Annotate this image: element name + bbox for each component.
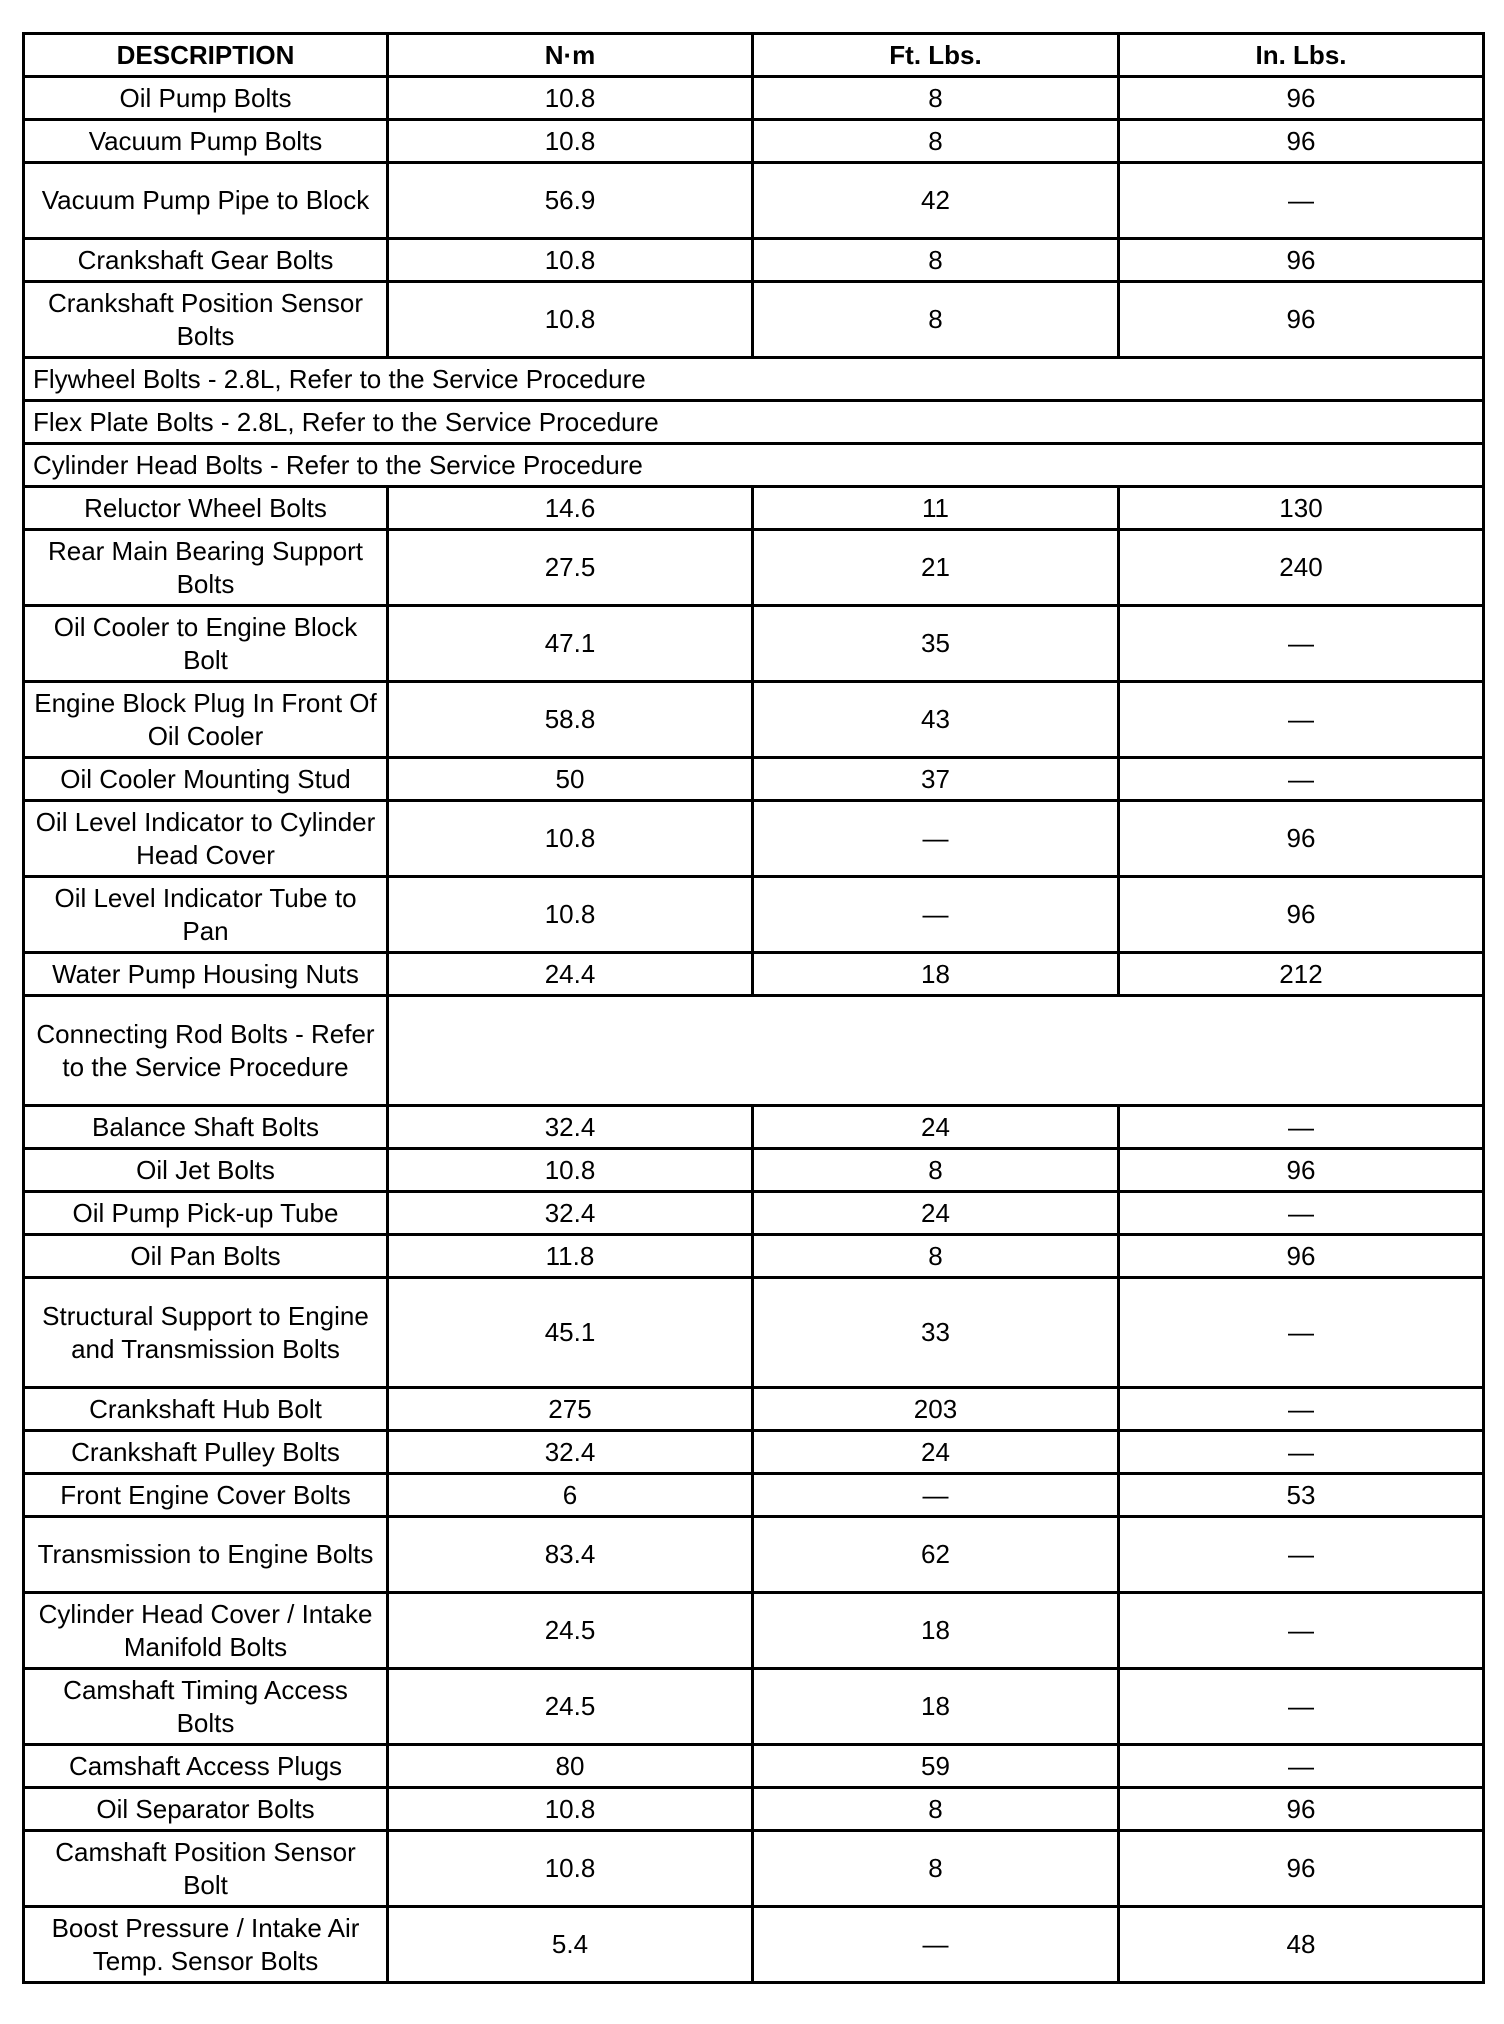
cell-in-lbs: — bbox=[1119, 1106, 1484, 1149]
cell-in-lbs: — bbox=[1119, 1388, 1484, 1431]
cell-ft-lbs: 8 bbox=[753, 1149, 1119, 1192]
cell-description: Crankshaft Hub Bolt bbox=[24, 1388, 388, 1431]
table-row bbox=[24, 953, 1484, 996]
cell-nm: 83.4 bbox=[388, 1517, 753, 1593]
table-row bbox=[24, 530, 1484, 606]
cell-in-lbs: 53 bbox=[1119, 1474, 1484, 1517]
table-row bbox=[24, 758, 1484, 801]
cell-in-lbs: 96 bbox=[1119, 1831, 1484, 1907]
cell-description: Transmission to Engine Bolts bbox=[24, 1517, 388, 1593]
table-row bbox=[24, 358, 1484, 401]
cell-description: Crankshaft Position Sensor Bolts bbox=[24, 282, 388, 358]
cell-nm: 24.5 bbox=[388, 1669, 753, 1745]
cell-ft-lbs: 33 bbox=[753, 1278, 1119, 1388]
cell-description: Camshaft Access Plugs bbox=[24, 1745, 388, 1788]
table-row bbox=[24, 1745, 1484, 1788]
torque-specifications-table bbox=[22, 32, 1485, 1984]
cell-empty-span bbox=[388, 996, 1484, 1106]
cell-nm: 14.6 bbox=[388, 487, 753, 530]
table-row bbox=[24, 996, 1484, 1106]
cell-nm: 10.8 bbox=[388, 1788, 753, 1831]
cell-description: Vacuum Pump Pipe to Block bbox=[24, 163, 388, 239]
table-row bbox=[24, 77, 1484, 120]
cell-ft-lbs: 8 bbox=[753, 282, 1119, 358]
cell-in-lbs: 96 bbox=[1119, 120, 1484, 163]
cell-in-lbs: — bbox=[1119, 682, 1484, 758]
cell-ft-lbs: 8 bbox=[753, 120, 1119, 163]
cell-ft-lbs: 24 bbox=[753, 1192, 1119, 1235]
cell-description: Oil Jet Bolts bbox=[24, 1149, 388, 1192]
cell-description: Crankshaft Pulley Bolts bbox=[24, 1431, 388, 1474]
cell-description: Water Pump Housing Nuts bbox=[24, 953, 388, 996]
cell-in-lbs: 96 bbox=[1119, 801, 1484, 877]
cell-in-lbs: 240 bbox=[1119, 530, 1484, 606]
cell-ft-lbs: 18 bbox=[753, 1669, 1119, 1745]
cell-nm: 11.8 bbox=[388, 1235, 753, 1278]
header-in-lbs: In. Lbs. bbox=[1119, 34, 1484, 77]
cell-in-lbs: 130 bbox=[1119, 487, 1484, 530]
cell-nm: 24.5 bbox=[388, 1593, 753, 1669]
cell-nm: 45.1 bbox=[388, 1278, 753, 1388]
table-row bbox=[24, 163, 1484, 239]
header-description: DESCRIPTION bbox=[24, 34, 388, 77]
cell-description: Front Engine Cover Bolts bbox=[24, 1474, 388, 1517]
cell-description: Cylinder Head Cover / Intake Manifold Bolts bbox=[24, 1593, 388, 1669]
cell-nm: 10.8 bbox=[388, 1149, 753, 1192]
cell-description: Oil Pump Bolts bbox=[24, 77, 388, 120]
cell-ft-lbs: — bbox=[753, 801, 1119, 877]
cell-description: Crankshaft Gear Bolts bbox=[24, 239, 388, 282]
table-row bbox=[24, 1517, 1484, 1593]
cell-in-lbs: 96 bbox=[1119, 1788, 1484, 1831]
cell-nm: 47.1 bbox=[388, 606, 753, 682]
cell-ft-lbs: 11 bbox=[753, 487, 1119, 530]
cell-ft-lbs: 43 bbox=[753, 682, 1119, 758]
cell-description: Oil Cooler Mounting Stud bbox=[24, 758, 388, 801]
cell-in-lbs: 96 bbox=[1119, 239, 1484, 282]
cell-in-lbs: — bbox=[1119, 163, 1484, 239]
cell-in-lbs: — bbox=[1119, 606, 1484, 682]
cell-nm: 5.4 bbox=[388, 1907, 753, 1983]
cell-description: Connecting Rod Bolts - Refer to the Service Procedure bbox=[24, 996, 388, 1106]
cell-ft-lbs: — bbox=[753, 877, 1119, 953]
cell-ft-lbs: 42 bbox=[753, 163, 1119, 239]
note-cell: Cylinder Head Bolts - Refer to the Service Procedure bbox=[24, 444, 1484, 487]
cell-description: Vacuum Pump Bolts bbox=[24, 120, 388, 163]
cell-nm: 80 bbox=[388, 1745, 753, 1788]
cell-ft-lbs: — bbox=[753, 1907, 1119, 1983]
cell-nm: 10.8 bbox=[388, 239, 753, 282]
cell-description: Balance Shaft Bolts bbox=[24, 1106, 388, 1149]
cell-ft-lbs: 8 bbox=[753, 1235, 1119, 1278]
cell-in-lbs: 212 bbox=[1119, 953, 1484, 996]
cell-description: Oil Level Indicator to Cylinder Head Cover bbox=[24, 801, 388, 877]
cell-ft-lbs: 24 bbox=[753, 1106, 1119, 1149]
table-row bbox=[24, 682, 1484, 758]
table-row bbox=[24, 487, 1484, 530]
table-row bbox=[24, 1388, 1484, 1431]
table-row bbox=[24, 120, 1484, 163]
cell-in-lbs: — bbox=[1119, 1669, 1484, 1745]
cell-ft-lbs: 18 bbox=[753, 1593, 1119, 1669]
cell-ft-lbs: 8 bbox=[753, 1788, 1119, 1831]
table-row bbox=[24, 801, 1484, 877]
table-row bbox=[24, 877, 1484, 953]
cell-ft-lbs: 37 bbox=[753, 758, 1119, 801]
cell-nm: 58.8 bbox=[388, 682, 753, 758]
cell-nm: 10.8 bbox=[388, 877, 753, 953]
cell-ft-lbs: 8 bbox=[753, 1831, 1119, 1907]
cell-description: Engine Block Plug In Front Of Oil Cooler bbox=[24, 682, 388, 758]
cell-description: Camshaft Timing Access Bolts bbox=[24, 1669, 388, 1745]
note-cell: Flywheel Bolts - 2.8L, Refer to the Service Procedure bbox=[24, 358, 1484, 401]
cell-ft-lbs: 8 bbox=[753, 239, 1119, 282]
table-header-row bbox=[24, 34, 1484, 77]
table-row bbox=[24, 1106, 1484, 1149]
cell-nm: 32.4 bbox=[388, 1431, 753, 1474]
cell-description: Reluctor Wheel Bolts bbox=[24, 487, 388, 530]
cell-in-lbs: 96 bbox=[1119, 77, 1484, 120]
table-row bbox=[24, 1431, 1484, 1474]
cell-in-lbs: 48 bbox=[1119, 1907, 1484, 1983]
cell-in-lbs: 96 bbox=[1119, 877, 1484, 953]
table-row bbox=[24, 606, 1484, 682]
note-cell: Flex Plate Bolts - 2.8L, Refer to the Service Procedure bbox=[24, 401, 1484, 444]
cell-nm: 10.8 bbox=[388, 120, 753, 163]
cell-description: Oil Separator Bolts bbox=[24, 1788, 388, 1831]
cell-nm: 56.9 bbox=[388, 163, 753, 239]
table-row bbox=[24, 239, 1484, 282]
cell-in-lbs: — bbox=[1119, 1431, 1484, 1474]
header-ft-lbs: Ft. Lbs. bbox=[753, 34, 1119, 77]
cell-nm: 32.4 bbox=[388, 1106, 753, 1149]
table-row bbox=[24, 401, 1484, 444]
cell-description: Oil Pan Bolts bbox=[24, 1235, 388, 1278]
cell-in-lbs: — bbox=[1119, 1593, 1484, 1669]
cell-nm: 10.8 bbox=[388, 801, 753, 877]
table-row bbox=[24, 444, 1484, 487]
cell-ft-lbs: 59 bbox=[753, 1745, 1119, 1788]
cell-description: Camshaft Position Sensor Bolt bbox=[24, 1831, 388, 1907]
table-row bbox=[24, 1149, 1484, 1192]
cell-ft-lbs: 35 bbox=[753, 606, 1119, 682]
cell-in-lbs: — bbox=[1119, 1745, 1484, 1788]
table-body bbox=[24, 77, 1484, 1983]
cell-nm: 24.4 bbox=[388, 953, 753, 996]
table-row bbox=[24, 1235, 1484, 1278]
cell-nm: 10.8 bbox=[388, 1831, 753, 1907]
cell-description: Oil Level Indicator Tube to Pan bbox=[24, 877, 388, 953]
cell-ft-lbs: 24 bbox=[753, 1431, 1119, 1474]
cell-in-lbs: 96 bbox=[1119, 1149, 1484, 1192]
cell-in-lbs: — bbox=[1119, 758, 1484, 801]
table-row bbox=[24, 1907, 1484, 1983]
cell-ft-lbs: 18 bbox=[753, 953, 1119, 996]
cell-in-lbs: — bbox=[1119, 1517, 1484, 1593]
cell-in-lbs: — bbox=[1119, 1192, 1484, 1235]
cell-description: Structural Support to Engine and Transmission Bolts bbox=[24, 1278, 388, 1388]
table-row bbox=[24, 1593, 1484, 1669]
cell-ft-lbs: 203 bbox=[753, 1388, 1119, 1431]
cell-nm: 32.4 bbox=[388, 1192, 753, 1235]
table-row bbox=[24, 1831, 1484, 1907]
table-row bbox=[24, 1474, 1484, 1517]
cell-in-lbs: — bbox=[1119, 1278, 1484, 1388]
cell-ft-lbs: 21 bbox=[753, 530, 1119, 606]
cell-nm: 10.8 bbox=[388, 77, 753, 120]
cell-in-lbs: 96 bbox=[1119, 282, 1484, 358]
table-row bbox=[24, 1669, 1484, 1745]
cell-nm: 10.8 bbox=[388, 282, 753, 358]
table-row bbox=[24, 1788, 1484, 1831]
header-nm: N·m bbox=[388, 34, 753, 77]
cell-in-lbs: 96 bbox=[1119, 1235, 1484, 1278]
cell-description: Rear Main Bearing Support Bolts bbox=[24, 530, 388, 606]
cell-description: Oil Cooler to Engine Block Bolt bbox=[24, 606, 388, 682]
table-row bbox=[24, 1278, 1484, 1388]
cell-ft-lbs: — bbox=[753, 1474, 1119, 1517]
cell-nm: 27.5 bbox=[388, 530, 753, 606]
cell-ft-lbs: 8 bbox=[753, 77, 1119, 120]
cell-description: Oil Pump Pick-up Tube bbox=[24, 1192, 388, 1235]
cell-ft-lbs: 62 bbox=[753, 1517, 1119, 1593]
cell-nm: 50 bbox=[388, 758, 753, 801]
table-row bbox=[24, 1192, 1484, 1235]
cell-nm: 275 bbox=[388, 1388, 753, 1431]
table-row bbox=[24, 282, 1484, 358]
cell-nm: 6 bbox=[388, 1474, 753, 1517]
cell-description: Boost Pressure / Intake Air Temp. Sensor Bolts bbox=[24, 1907, 388, 1983]
